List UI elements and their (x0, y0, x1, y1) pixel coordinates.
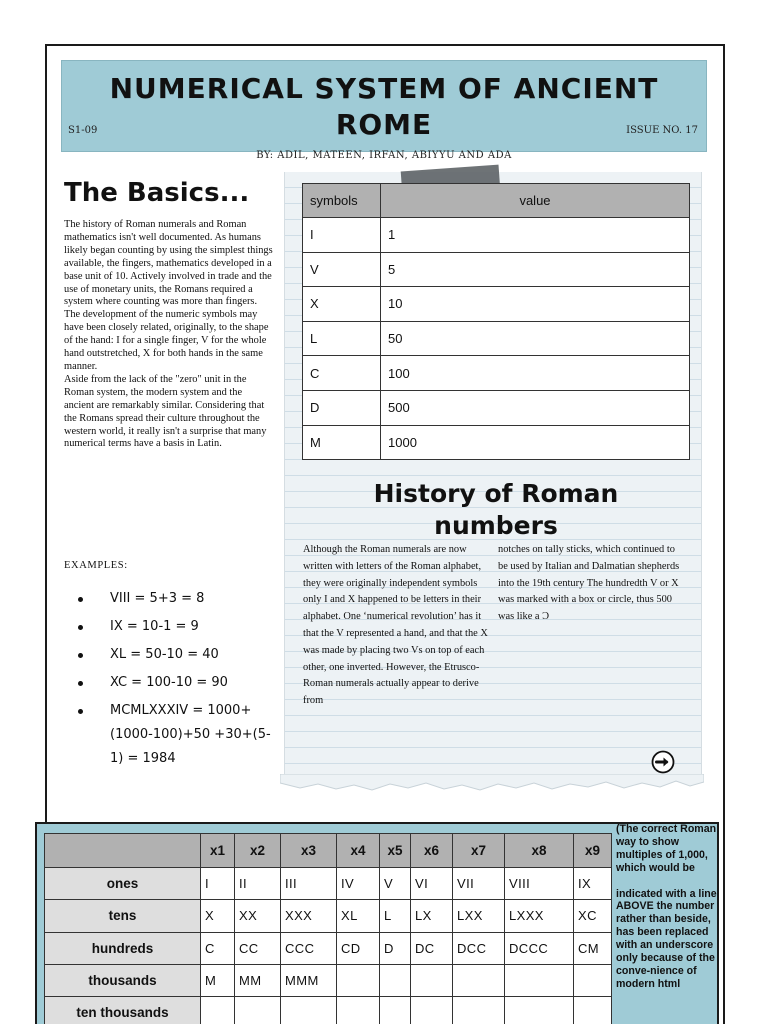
table-row (45, 900, 612, 932)
numeral-cell: LX (411, 900, 453, 932)
numeral-cell: IX (574, 868, 612, 900)
numeral-cell: L (380, 900, 411, 932)
numeral-cell: XC (574, 900, 612, 932)
example-item (78, 671, 278, 695)
row-header-ten-thousands: ten thousands (45, 997, 201, 1024)
example-item (78, 615, 278, 639)
numeral-cell: C (201, 932, 235, 964)
column-header-value: value (381, 184, 690, 218)
table-header-row (45, 834, 612, 868)
numeral-cell (201, 997, 235, 1024)
numeral-cell (337, 997, 380, 1024)
table-row (45, 997, 612, 1024)
bullet-icon (78, 625, 83, 630)
symbol-cell: V (303, 252, 381, 287)
numeral-cell: CC (235, 932, 281, 964)
numeral-cell: VI (411, 868, 453, 900)
history-heading: History of Roman numbers (373, 479, 619, 540)
numeral-cell: X (201, 900, 235, 932)
basics-body: The history of Roman numerals and Roman mathematics isn't well documented. As humans likely began counting by using the simplest things available, the fingers, mathematics developed in a base unit of 10. Actively involved in trade and the use of monetary units, the Romans required a system where counting was more than fingers. The development of the numeric symbols may have been closely related, originally, to the shape of the hand: I for a single finger, V for the whole hand outstretched, X for both hands in the same manner. Aside from the lack of the "zero" unit in the Roman system, the modern system and the ancient are remarkably similar. Considering that the Romans spread their culture throughout the western world, it really isn't a surprise that many numerical terms have a basis in Latin. (64, 219, 273, 450)
column-header-x9: x9 (574, 834, 612, 868)
numeral-cell: LXXX (505, 900, 574, 932)
numeral-cell (281, 997, 337, 1024)
issue-number: ISSUE NO. 17 (626, 125, 698, 136)
example-text: IX = 10-1 = 9 (110, 619, 199, 634)
numeral-cell: III (281, 868, 337, 900)
table-row (303, 218, 690, 253)
example-text: XC = 100-10 = 90 (110, 675, 228, 690)
numeral-cell: VII (453, 868, 505, 900)
column-header-empty (45, 834, 201, 868)
value-cell: 1000 (381, 425, 690, 460)
torn-paper-edge (280, 774, 704, 796)
column-header-x5: x5 (380, 834, 411, 868)
numeral-cell: CD (337, 932, 380, 964)
numeral-cell (574, 997, 612, 1024)
column-header-x6: x6 (411, 834, 453, 868)
numeral-cell (235, 997, 281, 1024)
column-header-x1: x1 (201, 834, 235, 868)
symbol-cell: C (303, 356, 381, 391)
roman-units-table (44, 833, 612, 1024)
page-title: NUMERICAL SYSTEM OF ANCIENT ROME (109, 72, 659, 141)
numeral-cell: I (201, 868, 235, 900)
basics-heading: The Basics... (64, 178, 250, 208)
row-header-tens: tens (45, 900, 201, 932)
numeral-cell (453, 997, 505, 1024)
history-column-left: Although the Roman numerals are now written with letters of the Roman alphabet, they were originally independent symbols only I and X happened to be letters in their alphabet. One ‘numerical revolution’ has it that the V represented a hand, and that the X was made by placing two Vs on top of each other, one inverted. However, the Etrusco-Roman numerals actually appear to derive from (303, 544, 488, 707)
numeral-cell: DC (411, 932, 453, 964)
numeral-cell: CCC (281, 932, 337, 964)
numeral-cell: CM (574, 932, 612, 964)
value-cell: 100 (381, 356, 690, 391)
row-header-thousands: thousands (45, 964, 201, 996)
table-row (303, 356, 690, 391)
bullet-icon (78, 681, 83, 686)
units-note: (The correct Roman way to show multiples of 1,000, which would be indicated with a line ABOVE the number rather than beside, has been replaced with an underscore only because of the conve-nience of modern html (616, 823, 717, 990)
examples-list (78, 587, 278, 775)
numeral-cell: DCCC (505, 932, 574, 964)
numeral-cell (505, 964, 574, 996)
numeral-cell (411, 964, 453, 996)
table-row (303, 321, 690, 356)
bullet-icon (78, 597, 83, 602)
table-row (45, 964, 612, 996)
numeral-cell: DCC (453, 932, 505, 964)
numeral-cell (380, 964, 411, 996)
numeral-cell (337, 964, 380, 996)
table-row (303, 390, 690, 425)
numeral-cell: XXX (281, 900, 337, 932)
value-cell: 1 (381, 218, 690, 253)
numeral-cell: IV (337, 868, 380, 900)
column-header-symbols: symbols (303, 184, 381, 218)
symbol-cell: X (303, 287, 381, 322)
column-header-x3: x3 (281, 834, 337, 868)
symbol-cell: D (303, 390, 381, 425)
column-header-x7: x7 (453, 834, 505, 868)
value-cell: 50 (381, 321, 690, 356)
numeral-cell (505, 997, 574, 1024)
numeral-cell: II (235, 868, 281, 900)
numeral-cell: VIII (505, 868, 574, 900)
table-row (45, 932, 612, 964)
symbols-table (302, 183, 690, 460)
value-cell: 5 (381, 252, 690, 287)
masthead (61, 60, 707, 152)
table-row (303, 287, 690, 322)
column-header-x4: x4 (337, 834, 380, 868)
symbol-cell: M (303, 425, 381, 460)
example-text: MCMLXXXIV = 1000+(1000-100)+50 +30+(5-1) = 1984 (110, 703, 271, 766)
symbol-cell: I (303, 218, 381, 253)
numeral-cell: MMM (281, 964, 337, 996)
row-header-ones: ones (45, 868, 201, 900)
table-row (303, 425, 690, 460)
numeral-cell (453, 964, 505, 996)
column-header-x8: x8 (505, 834, 574, 868)
numeral-cell: D (380, 932, 411, 964)
numeral-cell: M (201, 964, 235, 996)
units-table-body (45, 868, 612, 1024)
value-cell: 10 (381, 287, 690, 322)
example-item (78, 699, 278, 771)
numeral-cell: MM (235, 964, 281, 996)
bullet-icon (78, 653, 83, 658)
row-header-hundreds: hundreds (45, 932, 201, 964)
numeral-cell (574, 964, 612, 996)
numeral-cell: XX (235, 900, 281, 932)
example-text: XL = 50-10 = 40 (110, 647, 219, 662)
symbol-cell: L (303, 321, 381, 356)
table-row (303, 252, 690, 287)
column-header-x2: x2 (235, 834, 281, 868)
numeral-cell: XL (337, 900, 380, 932)
numeral-cell: LXX (453, 900, 505, 932)
bullet-icon (78, 709, 83, 714)
numeral-cell (411, 997, 453, 1024)
examples-label: EXAMPLES: (64, 560, 128, 571)
history-column-right: notches on tally sticks, which continued to be used by Italian and Dalmatian shepherds into the 19th century The hundredth V or X was marked with a box or circle, thus 500 was like a Ɔ (498, 544, 680, 623)
byline: BY: ADIL, MATEEN, IRFAN, ABIYYU AND ADA (256, 150, 512, 161)
numeral-cell: V (380, 868, 411, 900)
table-row (45, 868, 612, 900)
example-item (78, 643, 278, 667)
issue-code: S1-09 (68, 125, 98, 136)
example-item (78, 587, 278, 611)
value-cell: 500 (381, 390, 690, 425)
numeral-cell (380, 997, 411, 1024)
table-header-row (303, 184, 690, 218)
arrow-right-circle-icon[interactable] (651, 750, 675, 774)
example-text: VIII = 5+3 = 8 (110, 591, 205, 606)
